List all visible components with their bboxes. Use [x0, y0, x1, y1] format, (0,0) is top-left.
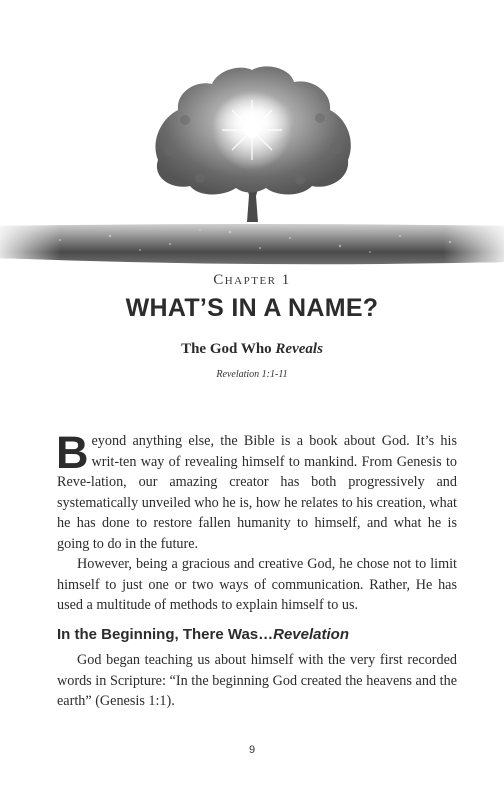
- paragraph-1-text: eyond anything else, the Bible is a book about God. It’s his writ-ten way of revealing himself to mankind. From Genesis to Reve-lation, our amazing creator has both progressively and systematically unveiled who he is, how he relates to his creation, what he has done to restore fallen humanity to himself, and what he is going to do in the future.: [57, 433, 457, 552]
- section-heading-text: In the Beginning, There Was…: [57, 625, 274, 643]
- paragraph-1: [56, 427, 457, 554]
- paragraph-2: However, being a gracious and creative God, he chose not to limit himself to just one or two ways of communication. Rather, He has used a multitude of methods to explain himself to us.: [57, 556, 457, 613]
- chapter-label: Chapter 1: [213, 272, 291, 288]
- chapter-subtitle: [0, 341, 504, 358]
- subtitle-text: The God Who: [181, 341, 276, 357]
- section-heading: [57, 625, 457, 646]
- paragraph-3: God began teaching us about himself with the very first recorded words in Scripture: “In the beginning God created the heavens and the earth” (Genesis 1:1).: [57, 652, 457, 709]
- chapter-title: WHAT’S IN A NAME?: [125, 294, 379, 322]
- body-text: [56, 427, 457, 712]
- page-number: 9: [248, 744, 256, 756]
- tree-illustration: [0, 0, 504, 270]
- section-heading-emphasis: Revelation: [273, 625, 349, 643]
- drop-cap: B: [56, 427, 89, 478]
- scripture-reference: Revelation 1:1-11: [216, 369, 288, 380]
- subtitle-emphasis: Reveals: [275, 341, 323, 357]
